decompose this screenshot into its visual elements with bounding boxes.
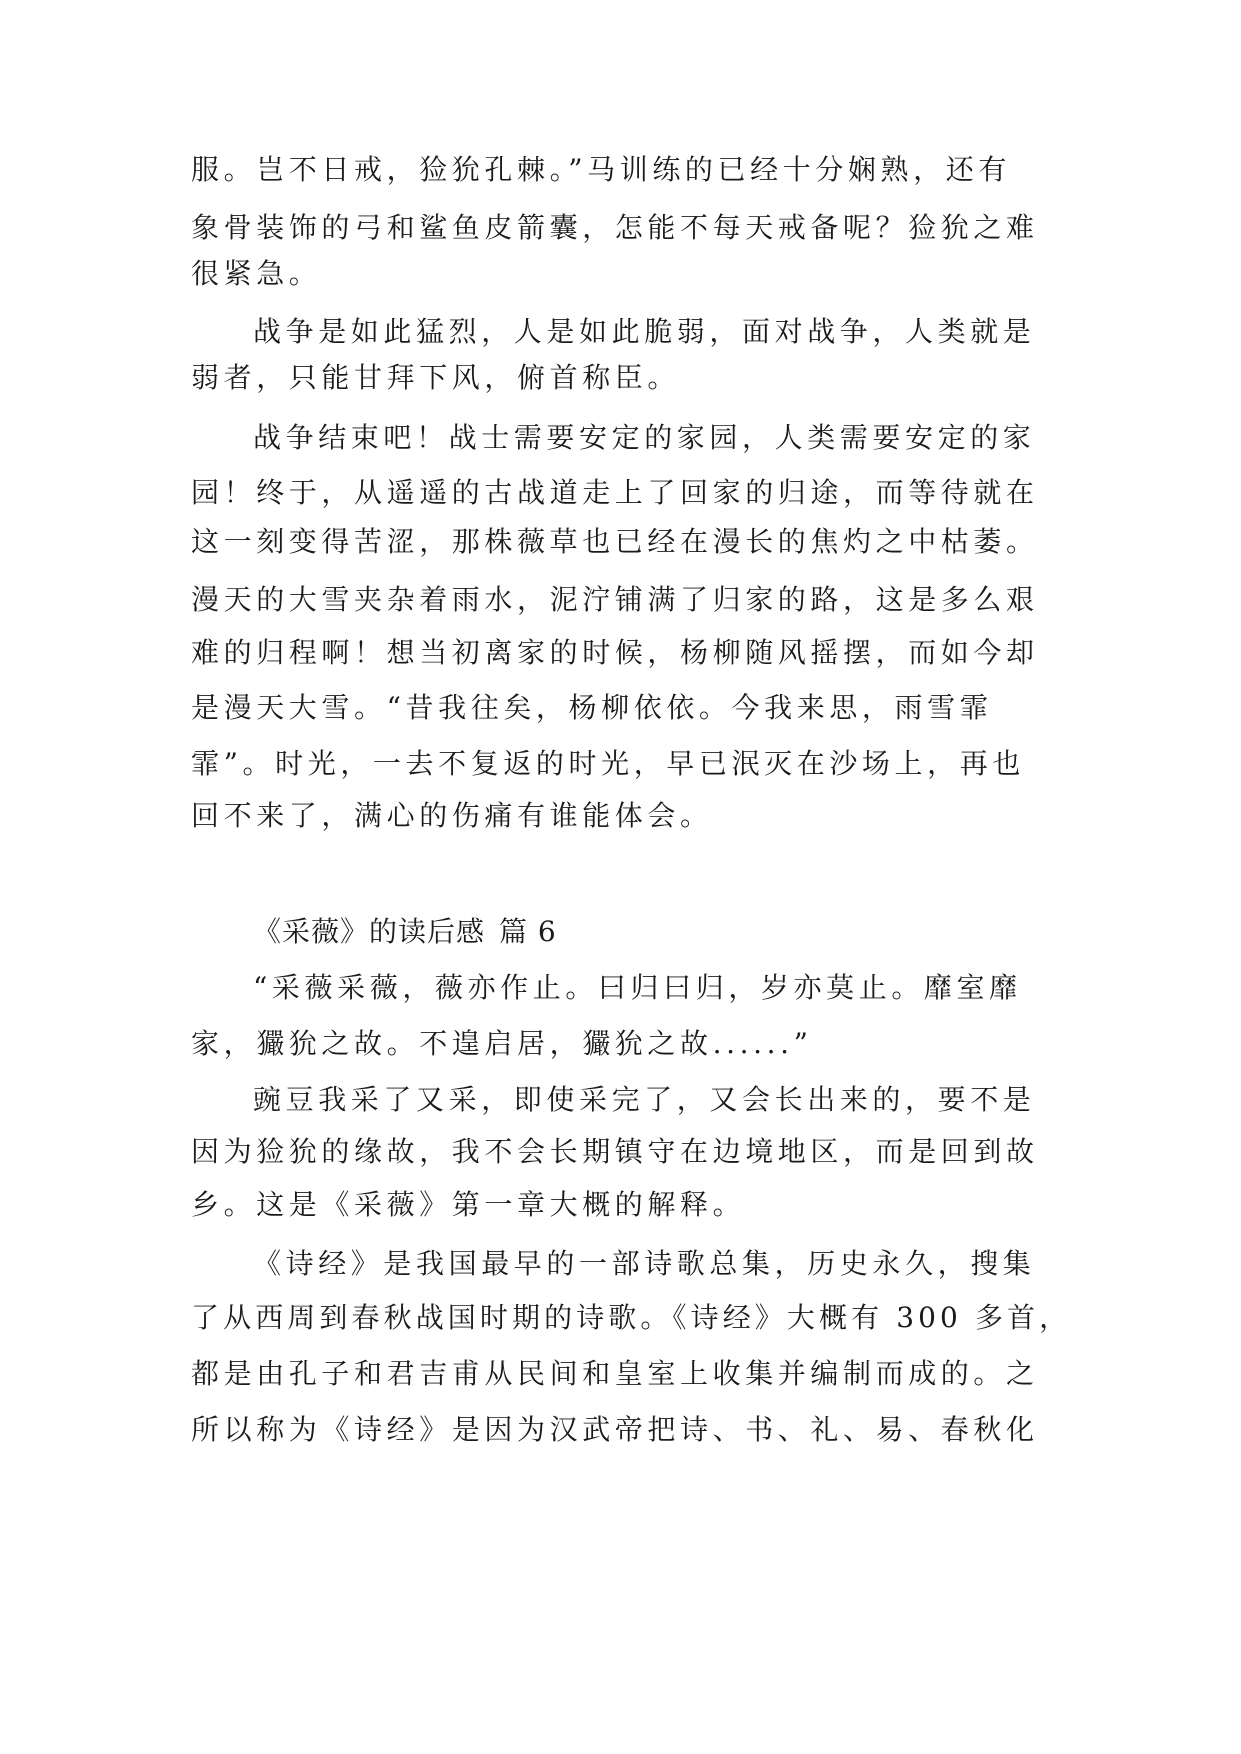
paragraph-3-line-4: 漫天的大雪夹杂着雨水，泥泞铺满了归家的路，这是多么艰 — [191, 583, 1039, 616]
paragraph-3-line-3: 这一刻变得苦涩，那株薇草也已经在漫长的焦灼之中枯萎。 — [191, 525, 1039, 558]
paragraph-1-line-1: 服。岂不日戒，猃狁孔棘。”马训练的已经十分娴熟，还有 — [191, 153, 1011, 186]
section-title: 《采薇》的读后感 — [253, 915, 486, 948]
section-paragraph-2-line-1: 豌豆我采了又采，即使采完了，又会长出来的，要不是 — [253, 1083, 1036, 1116]
paragraph-1-line-3: 很紧急。 — [191, 257, 322, 290]
paragraph-3-line-7: 霏”。时光，一去不复返的时光，早已泯灭在沙场上，再也 — [191, 747, 1025, 780]
section-paragraph-2-line-2: 因为猃狁的缘故，我不会长期镇守在边境地区，而是回到故 — [191, 1135, 1039, 1168]
section-heading — [253, 912, 557, 952]
paragraph-3-line-1: 战争结束吧！战士需要安定的家园，人类需要安定的家 — [253, 421, 1036, 454]
section-paragraph-1-line-2: 家，玁狁之故。不遑启居，玁狁之故......” — [191, 1027, 813, 1060]
section-paragraph-3-line-4: 所以称为《诗经》是因为汉武帝把诗、书、礼、易、春秋化 — [191, 1413, 1039, 1446]
paragraph-2-line-2: 弱者，只能甘拜下风，俯首称臣。 — [191, 361, 681, 394]
section-paragraph-3-line-1: 《诗经》是我国最早的一部诗歌总集，历史永久，搜集 — [253, 1247, 1036, 1280]
paragraph-3-line-5: 难的归程啊！想当初离家的时候，杨柳随风摇摆，而如今却 — [191, 636, 1039, 669]
paragraph-1-line-2: 象骨装饰的弓和鲨鱼皮箭囊，怎能不每天戒备呢？猃狁之难 — [191, 211, 1039, 244]
paragraph-3-line-6: 是漫天大雪。“昔我往矣，杨柳依依。今我来思，雨雪霏 — [191, 691, 993, 724]
section-number: 篇 6 — [499, 915, 557, 948]
section-paragraph-1-line-1: “采薇采薇，薇亦作止。曰归曰归，岁亦莫止。靡室靡 — [253, 971, 1022, 1004]
section-paragraph-2-line-3: 乡。这是《采薇》第一章大概的解释。 — [191, 1188, 746, 1221]
paragraph-2-line-1: 战争是如此猛烈，人是如此脆弱，面对战争，人类就是 — [253, 315, 1036, 348]
paragraph-3-line-2: 园！终于，从遥遥的古战道走上了回家的归途，而等待就在 — [191, 476, 1039, 509]
paragraph-3-line-8: 回不来了，满心的伤痛有谁能体会。 — [191, 799, 713, 832]
section-paragraph-3-line-2: 了从西周到春秋战国时期的诗歌。《诗经》大概有 300 多首， — [191, 1301, 1072, 1334]
section-paragraph-3-line-3: 都是由孔子和君吉甫从民间和皇室上收集并编制而成的。之 — [191, 1357, 1039, 1390]
